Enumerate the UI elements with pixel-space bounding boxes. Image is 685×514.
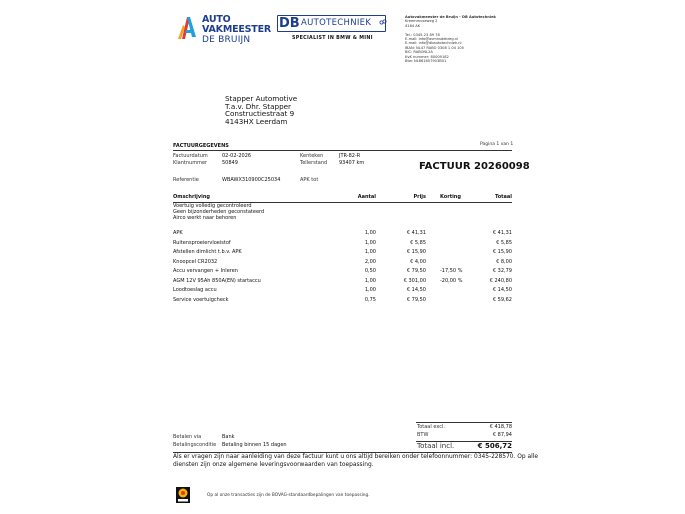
total-excl: € 418,78 [489,424,512,430]
row-discount: -20,00 % [440,277,463,284]
payment-condition-label: Betalingsconditie [173,442,217,448]
totals-divider-top [416,422,512,423]
header-description: Omschrijving [173,194,210,200]
recipient-city: 4143HX Leerdam [225,116,288,126]
row-quantity: 1,00 [364,249,376,255]
vakmeester-logo-line2: VAKMEESTER [202,24,271,35]
company-email-1: E-mail: info@avmnsdebreg.nl [405,37,459,42]
reference-label: Referentie [173,177,199,183]
row-total: € 15,90 [492,249,512,255]
row-price: € 4,00 [410,258,426,265]
row-price: € 79,50 [406,296,426,303]
company-iban: IBAN: NL47 RABO 0308 1 04 105 [405,45,464,50]
row-price: € 5,85 [410,239,426,246]
btw-label: BTW [417,432,429,438]
row-price: € 301,00 [403,277,426,284]
vakmeester-logo-line1: AUTO [202,14,231,25]
db-logo-db: DB [279,16,300,31]
customer-number-label: Klantnummer [173,160,208,166]
row-description: APK [173,230,183,236]
invoice-date-label: Factuurdatum [173,153,208,159]
row-quantity: 1,00 [364,239,376,246]
row-discount: -17,50 % [440,268,463,274]
table-row [173,229,512,238]
invoice-section-title: FACTUURGEGEVENS [173,143,229,149]
note-line: Voertuig volledig gecontroleerd [173,203,252,209]
table-row [173,296,512,305]
vakmeester-logo-line3: DE BRUIJN [202,35,251,45]
table-row [173,277,512,286]
license-plate: JTR-82-R [339,153,361,159]
total-excl-label: Totaal excl. [417,424,445,430]
recipient-street: Constructiestraat 9 [225,109,295,119]
company-bic: BIC: RABONL2A [405,50,433,55]
row-description: AGM 12V 95Ah 850A(EN) startaccu [173,277,261,284]
total-incl-label: Totaal incl. [417,442,455,450]
row-description: Loodtoeslag accu [173,287,217,293]
row-total: € 8,00 [496,258,512,265]
bovag-notice: Op al onze transacties zijn de BOVAG-standaardbepalingen van toepassing. [207,493,370,498]
note-line: Airco werkt naar behoren [173,215,237,221]
row-quantity: 0,75 [364,296,376,303]
footer-message [173,453,538,469]
payment-condition: Betaling binnen 15 dagen [222,442,287,448]
row-total: € 41,31 [492,230,512,236]
row-description: Ruitensproeiervloeistof [173,239,231,246]
vakmeester-mark-icon [175,15,199,40]
row-total: € 14,50 [492,287,512,293]
footer-message-line-1: Als er vragen zijn naar aanleiding van deze factuur kunt u ons altijd bereiken onder telefoonnummer: 0345-228570. Op alle [173,454,539,460]
company-name: Autovakmeester de Bruijn - DB Autotechniek [405,15,496,19]
company-btw: Btw: NL861657903B01 [405,59,447,64]
link-icon [379,19,387,25]
inspection-notes [173,203,264,221]
row-description: Accu vervangen + Inleren [173,268,238,274]
row-quantity: 2,00 [364,258,376,265]
db-logo-autotechniek: AUTOTECHNIEK [301,18,372,28]
row-price: € 14,50 [406,287,426,293]
company-phone: Tel.: 0345-23 89 78 [405,32,440,37]
row-description: Knoopcel CR2032 [173,258,218,265]
row-total: € 240,80 [489,277,512,284]
row-quantity: 1,00 [364,277,376,284]
row-quantity: 1,00 [364,230,376,236]
row-price: € 41,31 [406,230,426,236]
header-discount: Korting [440,194,461,200]
company-kvk: KvK nummer: 80009182 [405,54,449,59]
header-quantity: Aantal [357,194,376,200]
header-price: Prijs [413,194,426,200]
header-total: Totaal [494,194,512,200]
row-description: Afstellen dimlicht t.b.v. APK [173,249,242,255]
company-street: Kreemmuseweg 2 [405,19,438,24]
company-email-2: E-mail: info@dbautotechniek.nl [405,41,462,46]
company-postcode: 4164 AK [405,23,421,28]
vakmeester-logo [175,14,271,45]
row-quantity: 0,50 [364,268,376,274]
note-line: Geen bijzonderheden geconstateerd [173,209,265,215]
row-price: € 15,90 [406,249,426,255]
apk-label: APK tot [300,177,319,183]
page-number: Pagina 1 van 1 [480,142,514,147]
table-row [173,258,512,267]
table-row [173,248,512,257]
invoice-date: 02-02-2026 [222,153,252,159]
payment-via-label: Betalen via [173,434,202,440]
odometer: 93407 km [339,160,365,166]
table-header [173,193,512,202]
row-total: € 59,62 [492,296,512,303]
total-incl: € 506,72 [477,442,512,450]
table-row [173,239,512,248]
company-details [405,15,496,63]
section-divider [173,150,512,151]
payment-via: Bank [222,434,235,440]
odometer-label: Tellerstand [300,160,328,166]
license-plate-label: Kenteken [300,153,324,159]
customer-number: 50849 [222,160,238,166]
row-quantity: 1,00 [364,287,376,293]
db-logo-tagline: SPECIALIST IN BMW & MINI [292,36,373,41]
reference: WBAWX310900C25034 [222,177,281,183]
db-autotechniek-logo [277,15,389,43]
row-total: € 32,79 [492,268,512,274]
recipient-attention: T.a.v. Dhr. Stapper [225,101,292,111]
table-row [173,267,512,276]
row-total: € 5,85 [496,239,512,246]
footer-message-line-2: diensten zijn onze algemene leveringsvoorwaarden van toepassing. [173,462,374,468]
recipient-name: Stapper Automotive [225,94,298,103]
btw: € 87,94 [492,432,512,438]
row-description: Service voertuigcheck [173,296,229,303]
row-price: € 79,50 [406,268,426,274]
table-row [173,286,512,295]
invoice-title: FACTUUR 20260098 [419,161,530,172]
recipient-address [225,95,297,125]
bovag-logo-icon [176,487,190,503]
